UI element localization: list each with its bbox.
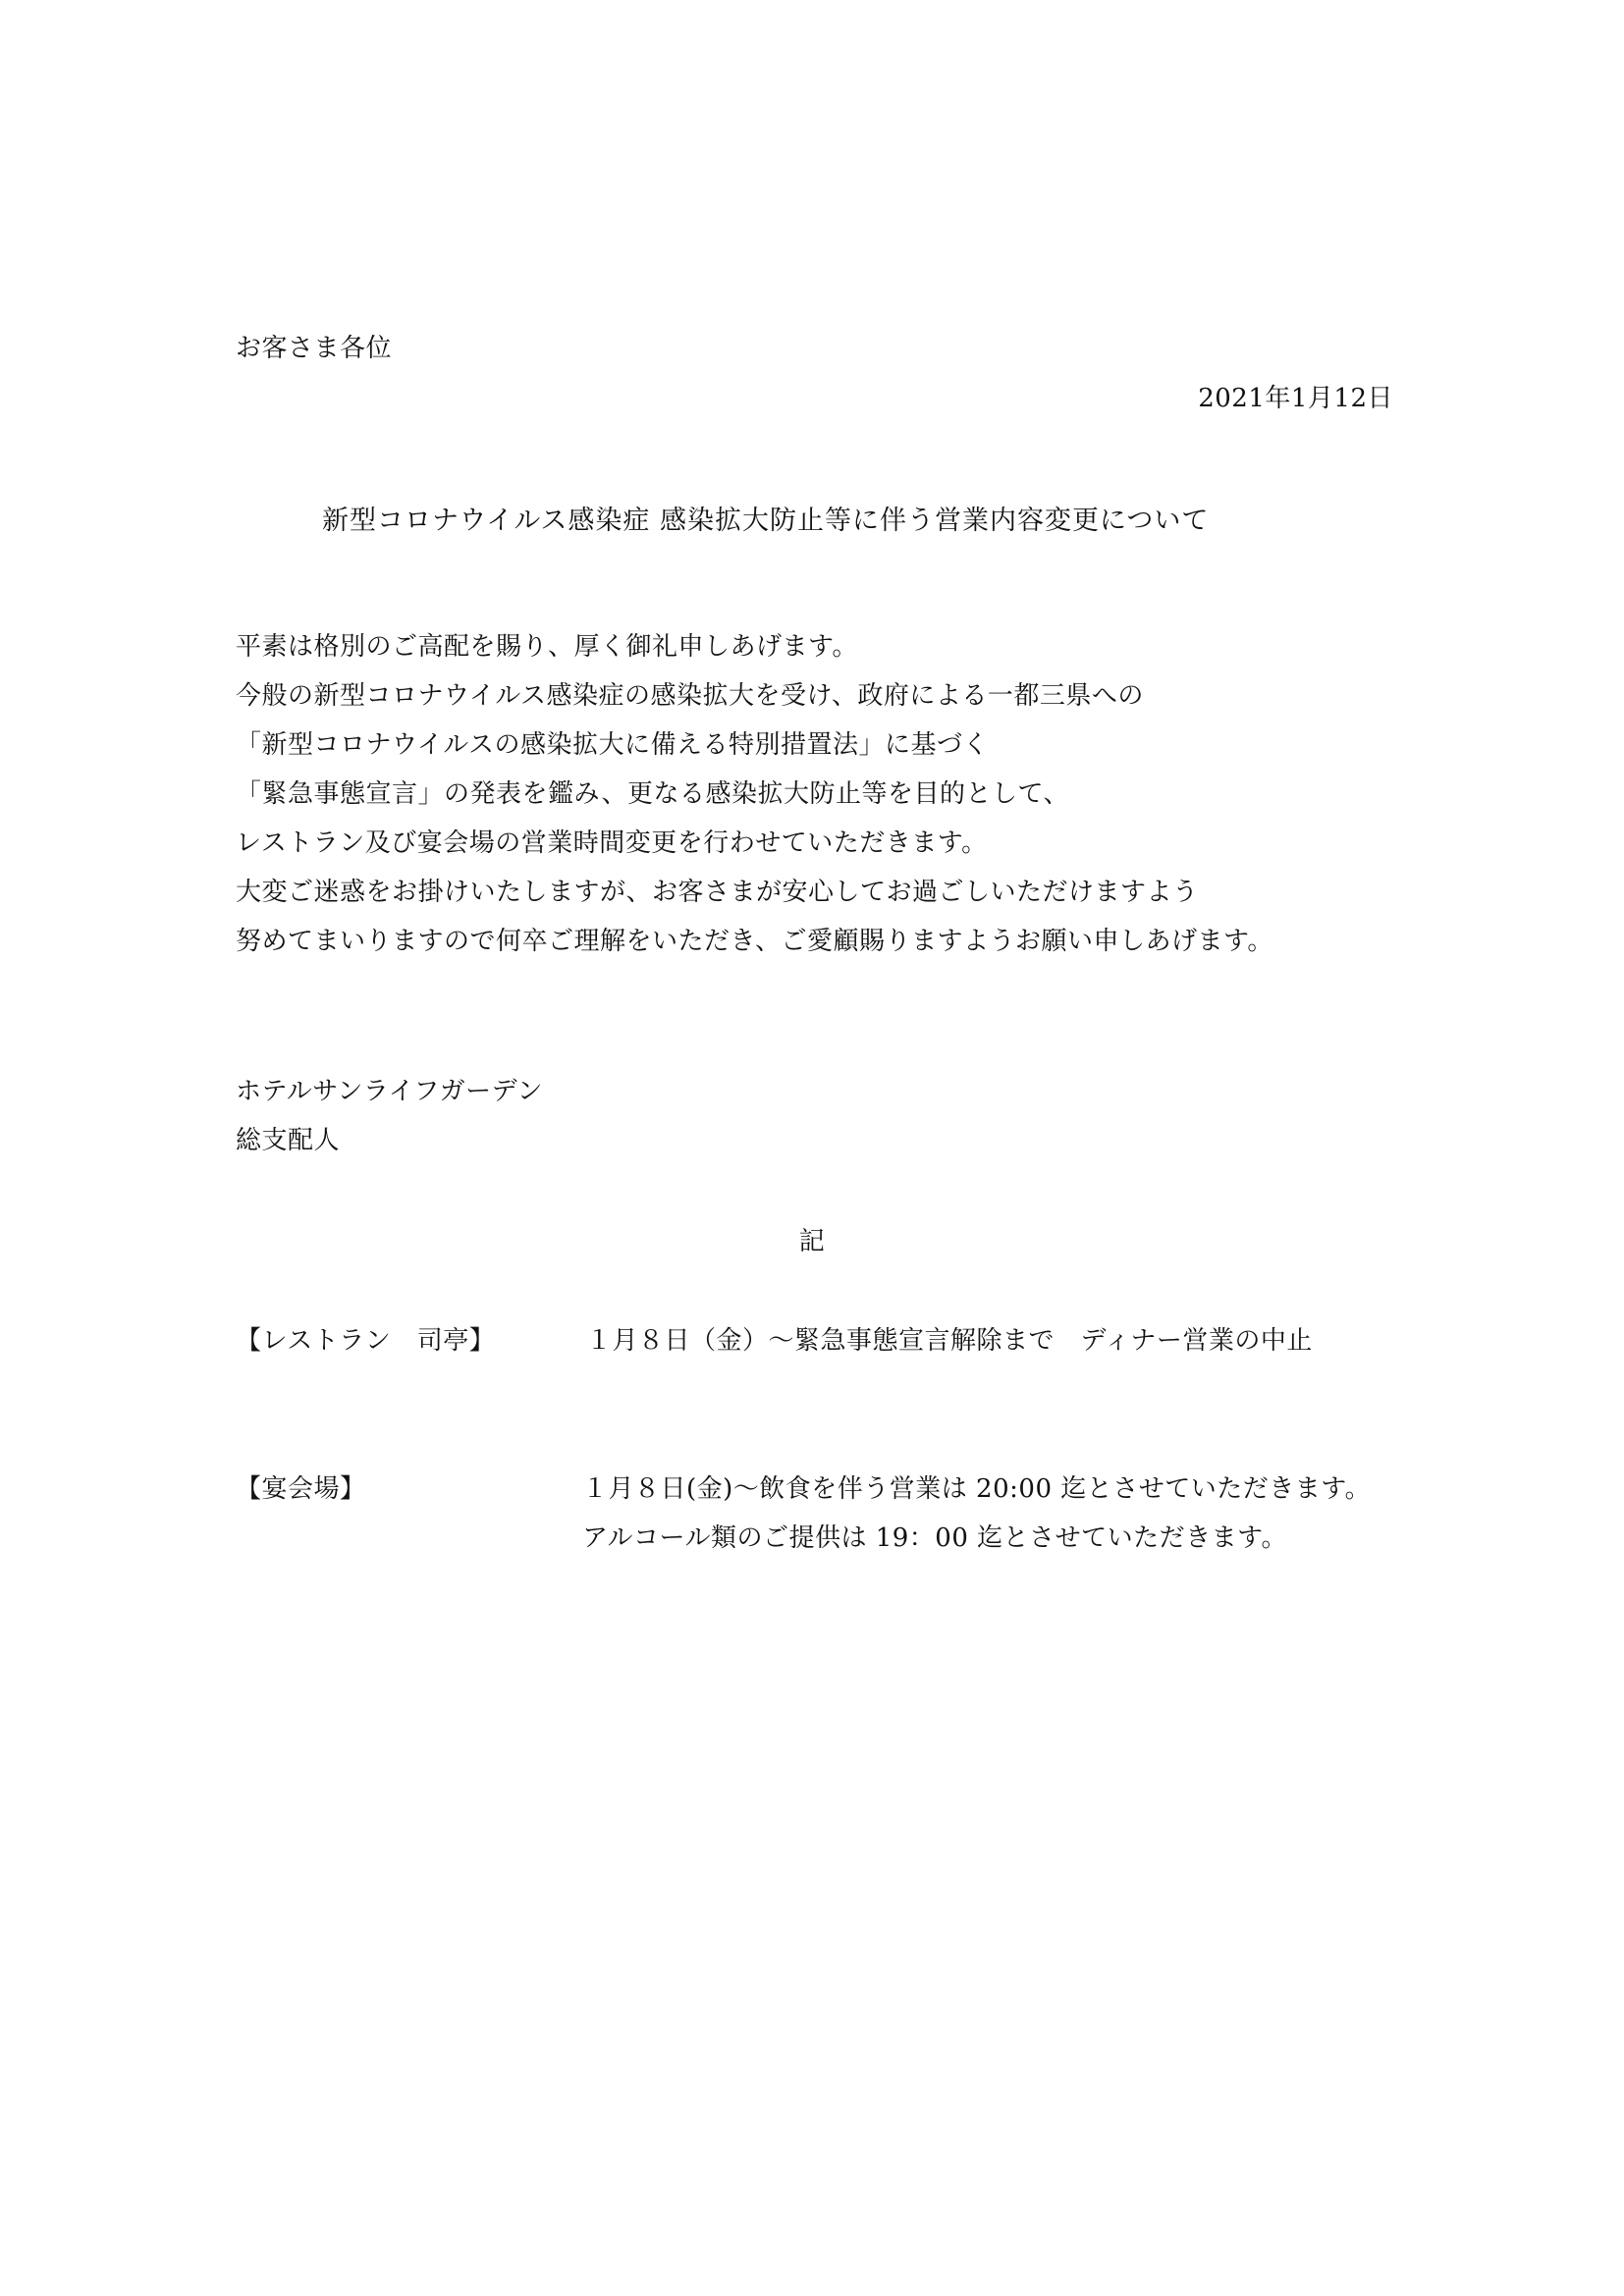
body-line: 今般の新型コロナウイルス感染症の感染拡大を受け、政府による一都三県への [236, 681, 1144, 711]
sender-organization: ホテルサンライフガーデン [236, 1077, 544, 1106]
body-line: レストラン及び宴会場の営業時間変更を行わせていただきます。 [236, 828, 988, 858]
body-line: 「緊急事態宣言」の発表を鑑み、更なる感染拡大防止等を目的として、 [236, 779, 1070, 809]
body-line: 平素は格別のご高配を賜り、厚く御礼申しあげます。 [236, 632, 858, 662]
item-detail-banquet: アルコール類のご提供は 19：00 迄とさせていただきます。 [582, 1523, 1288, 1553]
body-line: 「新型コロナウイルスの感染拡大に備える特別措置法」に基づく [236, 730, 989, 760]
item-detail-restaurant: １月８日（金）～緊急事態宣言解除まで ディナー営業の中止 [586, 1326, 1313, 1356]
item-detail-banquet: １月８日(金)～飲食を伴う営業は 20:00 迄とさせていただきます。 [582, 1474, 1372, 1504]
item-label-restaurant: 【レストラン 司亭】 [236, 1326, 496, 1356]
document-title: 新型コロナウイルス感染症 感染拡大防止等に伴う営業内容変更について [322, 506, 1210, 536]
document-date: 2021年1月12日 [1198, 384, 1393, 413]
addressee: お客さま各位 [236, 334, 393, 363]
body-line: 大変ご迷惑をお掛けいたしますが、お客さまが安心してお過ごしいただけますよう [236, 878, 1199, 907]
ki-heading: 記 [798, 1227, 826, 1256]
body-line: 努めてまいりますので何卒ご理解をいただき、ご愛顧賜りますようお願い申しあげます。 [236, 927, 1273, 956]
item-label-banquet: 【宴会場】 [236, 1474, 366, 1504]
sender-title: 総支配人 [236, 1126, 341, 1155]
